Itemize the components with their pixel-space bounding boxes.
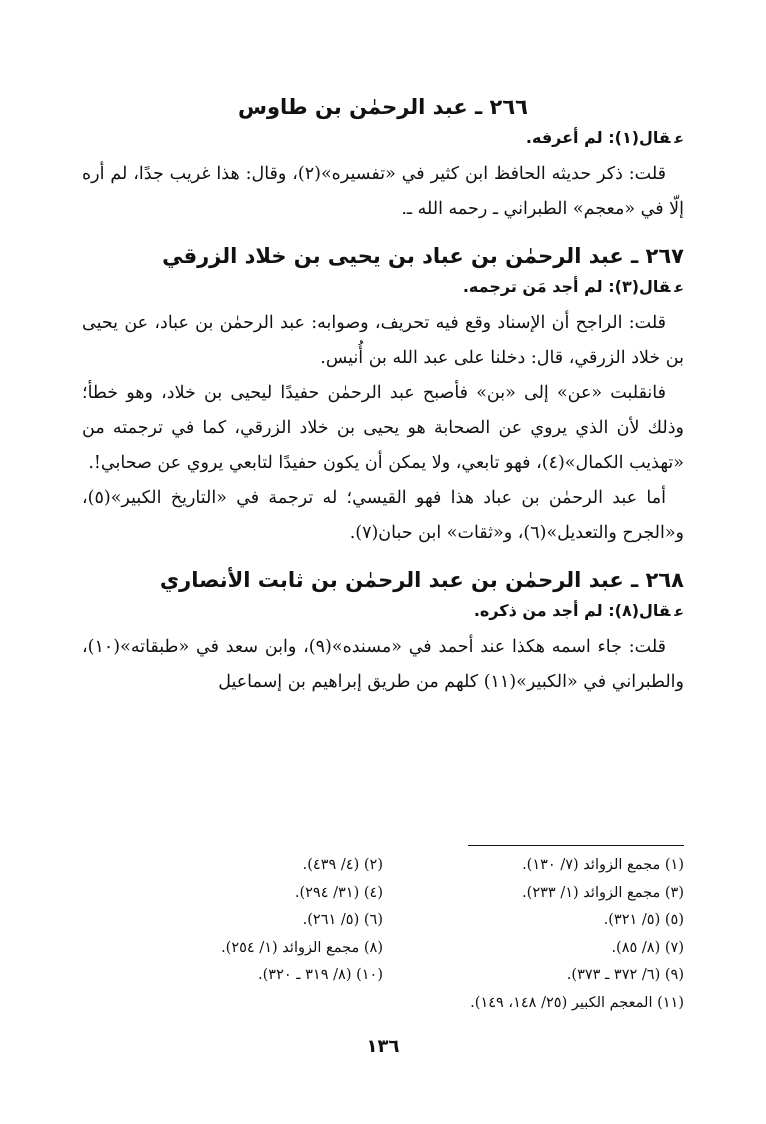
paragraph: فانقلبت «عن» إلى «بن» فأصبح عبد الرحمٰن حفيدًا ليحيى بن خلاد، وهو خطأ؛ وذلك لأن الذي يروي عن الصحابة هو يحيى بن خلاد الزرقي، كما في ترجمته من «تهذيب الكمال»(٤)، فهو تابعي، ولا يمكن أن يكون حفيدًا لتابعي يروي عن صحابي!. — [82, 383, 684, 473]
footnote-row — [82, 935, 684, 963]
qal-text: قال(٣): لم أجد مَن ترجمه. — [462, 277, 671, 296]
entry-mark: ع — [674, 280, 684, 296]
qal-line — [82, 275, 684, 300]
footnote: (١) مجمع الزوائد (٧/ ١٣٠). — [522, 857, 684, 873]
entry-mark: ع — [674, 604, 684, 620]
qal-line — [82, 599, 684, 624]
footnotes — [82, 852, 684, 1017]
footnote — [82, 990, 383, 1018]
paragraph: قلت: الراجح أن الإسناد وقع فيه تحريف، وصوابه: عبد الرحمٰن بن عباد، عن يحيى بن خلاد الزرقي، قال: دخلنا على عبد الله بن أُنيس. — [82, 313, 684, 368]
paragraph: قلت: ذكر حديثه الحافظ ابن كثير في «تفسيره»(٢)، وقال: هذا غريب جدًا، لم أره إلّا في «معجم» الطبراني ـ رحمه الله ـ. — [82, 164, 684, 219]
paragraph: قلت: جاء اسمه هكذا عند أحمد في «مسنده»(٩)، وابن سعد في «طبقاته»(١٠)، والطبراني في «الكبير»(١١) كلهم من طريق إبراهيم بن إسماعيل — [82, 637, 684, 692]
page-number: ١٣٦ — [366, 1036, 400, 1057]
paragraph: أما عبد الرحمٰن بن عباد هذا فهو القيسي؛ له ترجمة في «التاريخ الكبير»(٥)، و«الجرح والتعديل»(٦)، و«ثقات» ابن حبان(٧). — [82, 488, 684, 543]
footnote-row — [82, 880, 684, 908]
footnote-row — [82, 907, 684, 935]
footnote: (١١) المعجم الكبير (٢٥/ ١٤٨، ١٤٩). — [470, 994, 684, 1011]
footnote-divider — [468, 845, 684, 846]
footnote: (٩) (٦/ ٣٧٢ ـ ٣٧٣). — [566, 967, 684, 983]
qal-text: قال(٨): لم أجد من ذكره. — [473, 601, 671, 620]
entry-title: ٢٦٦ ـ عبد الرحمٰن بن طاوس — [238, 95, 528, 119]
footnote-row — [82, 962, 684, 990]
footnote: (٣) مجمع الزوائد (١/ ٢٣٣). — [522, 884, 684, 901]
footnote-row — [82, 852, 684, 880]
main-text — [82, 92, 684, 700]
footnote: (٢) (٤/ ٤٣٩). — [302, 857, 383, 873]
footnote: (١٠) (٨/ ٣١٩ ـ ٣٢٠). — [258, 967, 383, 983]
entry-title: ٢٦٨ ـ عبد الرحمٰن بن عبد الرحمٰن بن ثابت الأنصاري — [159, 568, 684, 592]
footnote: (٨) مجمع الزوائد (١/ ٢٥٤). — [221, 939, 383, 956]
qal-line — [82, 126, 684, 151]
footnote-row — [82, 990, 684, 1018]
footnote: (٦) (٥/ ٢٦١). — [302, 912, 383, 928]
footnote: (٤) (٣١/ ٢٩٤). — [294, 884, 383, 901]
qal-text: قال(١): لم أعرفه. — [525, 128, 671, 147]
footnote: (٥) (٥/ ٣٢١). — [603, 912, 684, 928]
entry-mark: ع — [674, 131, 684, 147]
entry-title: ٢٦٧ ـ عبد الرحمٰن بن عباد بن يحيى بن خلاد الزرقي — [162, 244, 684, 268]
footnote: (٧) (٨/ ٨٥). — [611, 939, 684, 956]
